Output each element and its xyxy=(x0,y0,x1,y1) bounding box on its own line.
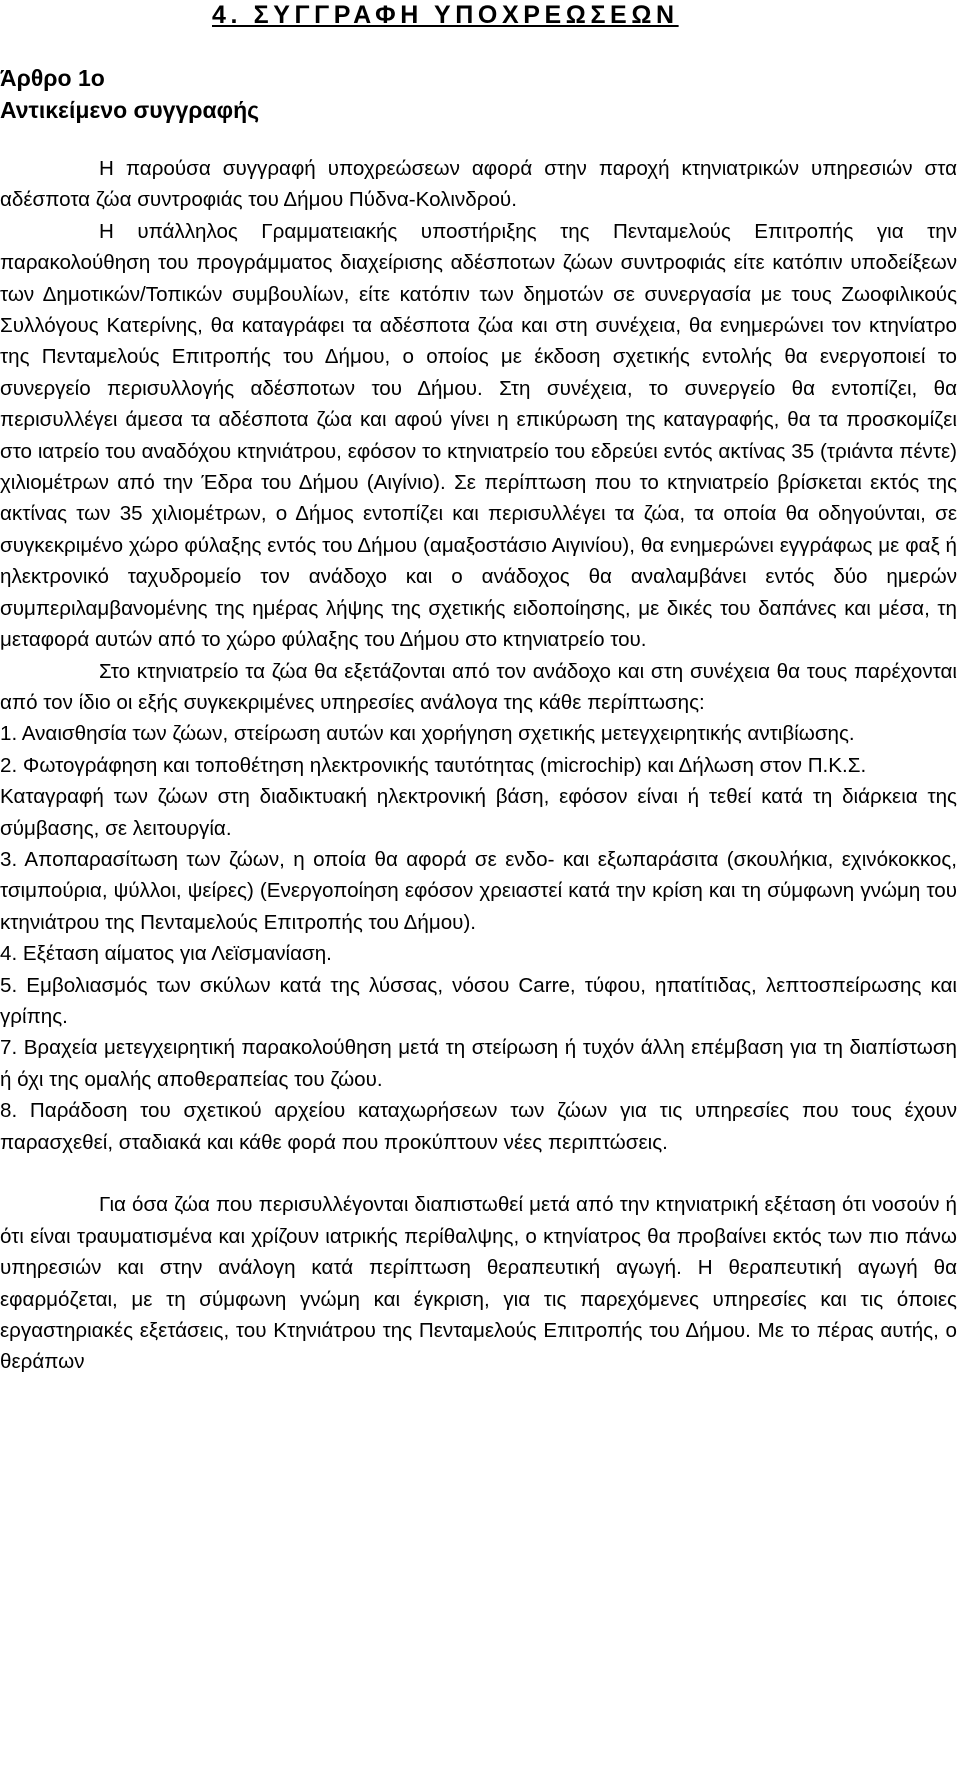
service-item: 2. Φωτογράφηση και τοποθέτηση ηλεκτρονικής ταυτότητας (microchip) και Δήλωση στον Π.Κ.Σ. xyxy=(0,753,867,777)
closing-paragraph: Για όσα ζώα που περισυλλέγονται διαπιστωθεί μετά από την κτηνιατρική εξέταση ότι νοσούν ή ότι είναι τραυματισμένα και χρίζουν ιατρικής περίθαλψης, ο κτηνίατρος θα προβαίνει εκτός των πιο πάνω υπηρεσιών και στην ανάλογη κατά περίπτωση θεραπευτική αγωγή. Η θεραπευτική αγωγή θα εφαρμόζεται, με τη σύμφωνη γνώμη και έγκριση, για τις παρεχόμενες υπηρεσίες και τις όποιες εργαστηριακές εξετάσεις, του Κτηνιάτρου της Πενταμελούς Επιτροπής του Δήμου. Με το πέρας αυτής, ο θεράπων xyxy=(0,1193,957,1374)
service-item: 7. Βραχεία μετεγχειρητική παρακολούθηση μετά τη στείρωση ή τυχόν άλλη επέμβαση για τη διαπίστωση ή όχι της ομαλής αποθεραπείας του ζώου. xyxy=(0,1036,957,1091)
paragraph: Στο κτηνιατρείο τα ζώα θα εξετάζονται από τον ανάδοχο και στη συνέχεια θα τους παρέχονται από τον ίδιο οι εξής συγκεκριμένες υπηρεσίες ανάλογα της κάθε περίπτωσης: xyxy=(0,659,957,714)
service-note: Καταγραφή των ζώων στη διαδικτυακή ηλεκτρονική βάση, εφόσον είναι ή τεθεί κατά τη διάρκεια της σύμβασης, σε λειτουργία. xyxy=(0,785,957,840)
service-item: 4. Εξέταση αίματος για Λεϊσμανίαση. xyxy=(0,942,332,966)
service-item: 1. Αναισθησία των ζώων, στείρωση αυτών και χορήγηση σχετικής μετεγχειρητικής αντιβίωσης. xyxy=(0,722,855,746)
document-title: 4. ΣΥΓΓΡΑΦΗ ΥΠΟΧΡΕΩΣΕΩΝ xyxy=(212,1,679,29)
service-item: 5. Εμβολιασμός των σκύλων κατά της λύσσας, νόσου Carre, τύφου, ηπατίτιδας, λεπτοσπείρωσης και γρίπης. xyxy=(0,973,957,1028)
paragraph: Η υπάλληλος Γραμματειακής υποστήριξης της Πενταμελούς Επιτροπής για την παρακολούθηση του προγράμματος διαχείρισης αδέσποτων ζώων συντροφιάς είτε κατόπιν υποδείξεων των Δημοτικών/Τοπικών συμβουλίων, είτε κατόπιν των δημοτών σε συνεργασία με τους Ζωοφιλικούς Συλλόγους Κατερίνης, θα καταγράφει τα αδέσποτα ζώα και στη συνέχεια, θα ενημερώνει τον κτηνίατρο της Πενταμελούς Επιτροπής του Δήμου, ο οποίος με έκδοση σχετικής εντολής θα ενεργοποιεί το συνεργείο περισυλλογής αδέσποτων του Δήμου. Στη συνέχεια, το συνεργείο θα εντοπίζει, θα περισυλλέγει άμεσα τα αδέσποτα ζώα και αφού γίνει η επικύρωση της καταγραφής, θα τα προσκομίζει στο ιατρείο του αναδόχου κτηνιάτρου, εφόσον το κτηνιατρείο του εδρεύει εντός ακτίνας 35 (τριάντα πέντε) χιλιομέτρων από την Έδρα του Δήμου (Αιγίνιο). Σε περίπτωση που το κτηνιατρείο βρίσκεται εκτός της ακτίνας των 35 χιλιομέτρων, ο Δήμος εντοπίζει και περισυλλέγει τα ζώα, τα οποία θα οδηγούνται, σε συγκεκριμένο χώρο φύλαξης εντός του Δήμου (αμαξοστάσιο Αιγινίου), θα ενημερώνει εγγράφως με φαξ ή ηλεκτρονικό ταχυδρομείο τον ανάδοχο και ο ανάδοχος θα αναλαμβάνει εντός δύο ημερών συμπεριλαμβανομένης της ημέρας λήψης της σχετικής ειδοποίησης, με δικές του δαπάνες και μέσα, τη μεταφορά αυτών από το χώρο φύλαξης του Δήμου στο κτηνιατρείο του. xyxy=(0,219,957,652)
service-item: 3. Αποπαρασίτωση των ζώων, η οποία θα αφορά σε ενδο- και εξωπαράσιτα (σκουλήκια, εχινόκοκκος, τσιμπούρια, ψύλλοι, ψείρες) (Ενεργοποίηση εφόσον χρειαστεί κατά την κρίση και τη σύμφωνη γνώμη του κτηνιάτρου της Πενταμελούς Επιτροπής του Δήμου). xyxy=(0,847,957,934)
paragraph: Η παρούσα συγγραφή υποχρεώσεων αφορά στην παροχή κτηνιατρικών υπηρεσιών στα αδέσποτα ζώα συντροφιάς του Δήμου Πύδνα-Κολινδρού. xyxy=(0,157,957,212)
service-item: 8. Παράδοση του σχετικού αρχείου καταχωρήσεων των ζώων για τις υπηρεσίες που τους έχουν παρασχεθεί, σταδιακά και κάθε φορά που προκύπτουν νέες περιπτώσεις. xyxy=(0,1099,957,1154)
paragraph-spacer xyxy=(0,1158,957,1189)
article-body xyxy=(0,153,957,1378)
article-subject: Αντικείμενο συγγραφής xyxy=(0,97,260,123)
article-heading xyxy=(0,62,259,126)
article-number: Άρθρο 1ο xyxy=(0,65,105,91)
